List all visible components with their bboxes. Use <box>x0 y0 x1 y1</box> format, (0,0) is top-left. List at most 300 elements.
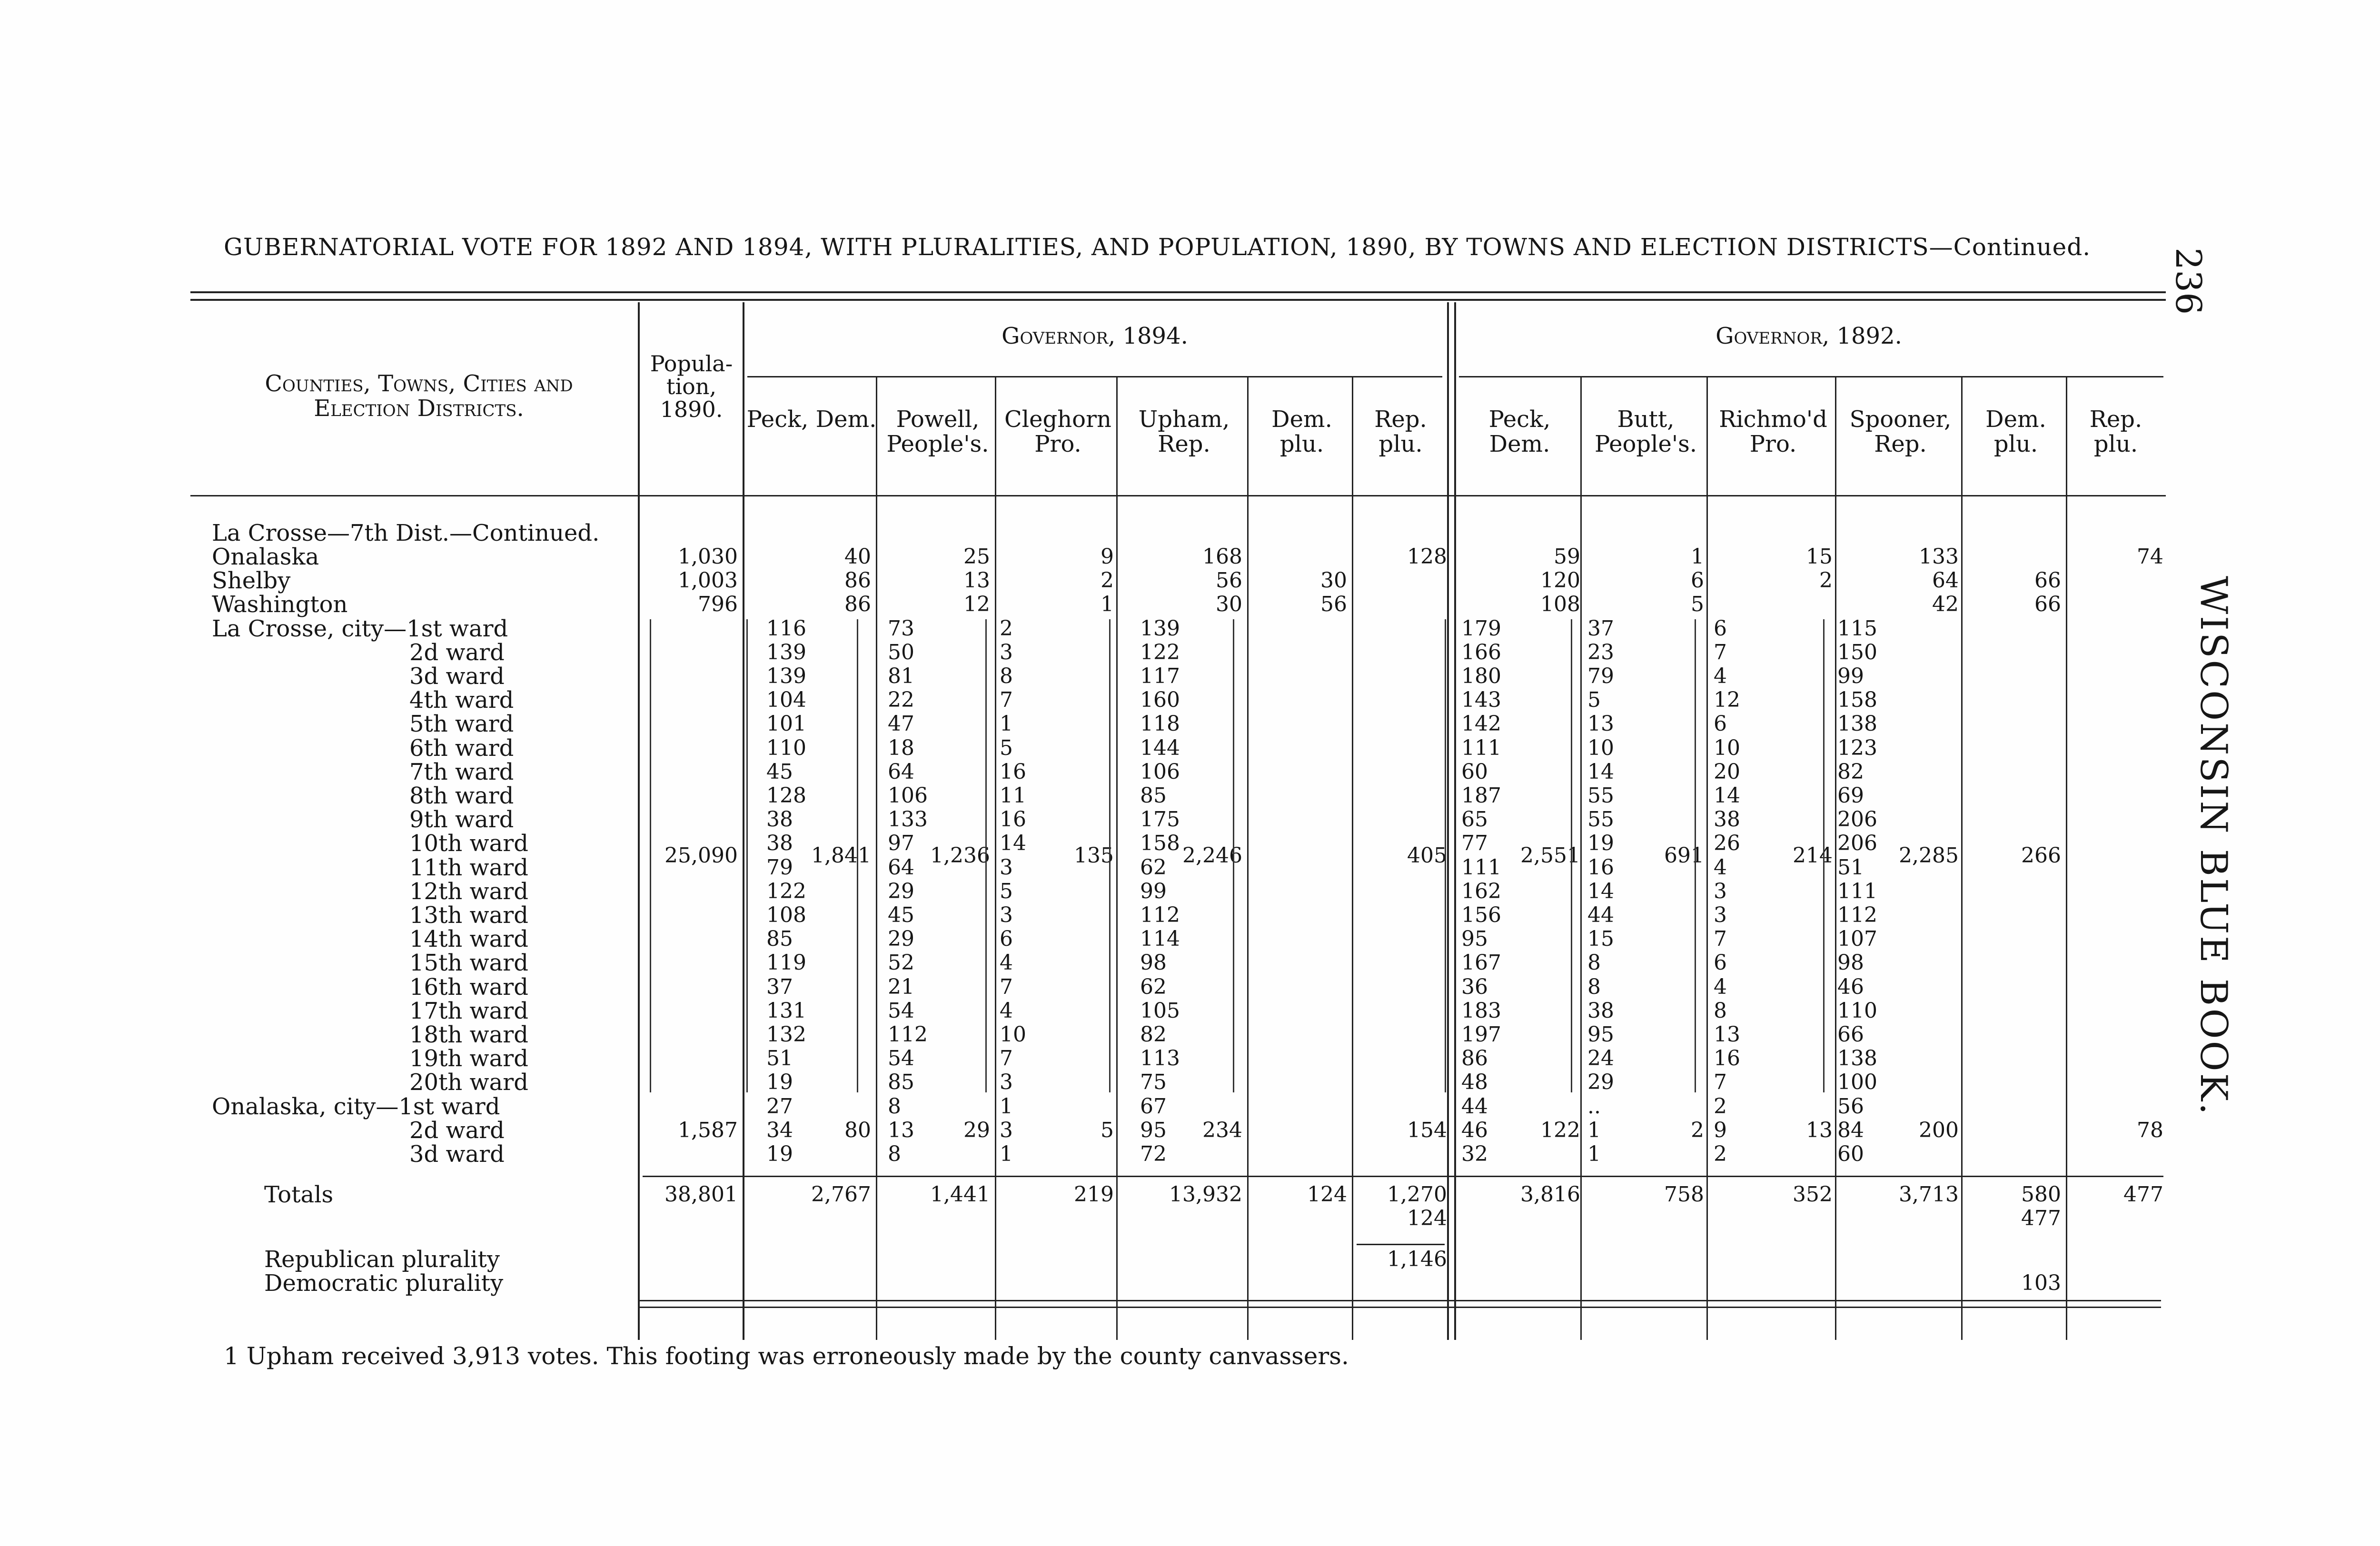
ward-cell: 6 <box>1714 951 1727 975</box>
ward-cell: 34 <box>766 1118 793 1142</box>
ward-cell: 8 <box>888 1094 901 1119</box>
table-cell: 266 <box>2021 843 2061 868</box>
ward-cell: 7 <box>1714 927 1727 951</box>
row-label: Democratic plurality <box>264 1269 504 1297</box>
ward-cell: 60 <box>1461 759 1488 784</box>
ward-cell: 179 <box>1461 616 1501 641</box>
ward-cell: 37 <box>1587 616 1614 641</box>
group-brace <box>1695 619 1696 1092</box>
ward-cell: 3 <box>1714 903 1727 927</box>
table-cell: 2 <box>1691 1118 1704 1142</box>
table-cell: 3,816 <box>1520 1182 1580 1207</box>
ward-cell: 15 <box>1587 927 1614 951</box>
ward-cell: 55 <box>1587 807 1614 832</box>
header-col-1892: Rep. plu. <box>2089 406 2142 457</box>
group-brace <box>1571 619 1572 1092</box>
header-col-1894: Upham, Rep. <box>1138 406 1230 457</box>
ward-cell: 21 <box>888 974 914 999</box>
ward-cell: 79 <box>1587 664 1614 688</box>
ward-cell: 8 <box>1714 998 1727 1023</box>
header-gov1894: Governor, 1894. <box>1002 323 1188 349</box>
ward-cell: 139 <box>766 664 806 688</box>
ward-cell: .. <box>1587 1094 1601 1119</box>
ward-cell: 167 <box>1461 951 1501 975</box>
ward-cell: 156 <box>1461 903 1501 927</box>
ward-cell: 13 <box>888 1118 914 1142</box>
ward-cell: 85 <box>766 927 793 951</box>
group-brace <box>1109 619 1111 1092</box>
ward-cell: 183 <box>1461 998 1501 1023</box>
ward-cell: 111 <box>1461 855 1501 880</box>
table-cell: 74 <box>2137 545 2163 569</box>
row-label: 14th ward <box>409 926 528 953</box>
ward-cell: 206 <box>1837 807 1877 832</box>
column-rule <box>743 302 744 1340</box>
ward-cell: 5 <box>1000 735 1013 760</box>
ward-cell: 142 <box>1461 712 1501 736</box>
table-cell: 5 <box>1691 592 1704 617</box>
header-counties: Counties, Towns, Cities and Election Districts. <box>265 370 573 422</box>
ward-cell: 8 <box>1587 974 1601 999</box>
header-rule <box>1459 376 2163 377</box>
ward-cell: 62 <box>1140 855 1167 880</box>
table-cell: 80 <box>844 1118 871 1142</box>
ward-cell: 10 <box>1714 735 1740 760</box>
ward-cell: 10 <box>1587 735 1614 760</box>
ward-cell: 111 <box>1837 879 1877 903</box>
ward-cell: 47 <box>888 712 914 736</box>
population-cell: 25,090 <box>664 843 738 868</box>
ward-cell: 95 <box>1140 1118 1167 1142</box>
row-label: Washington <box>212 591 348 618</box>
ward-cell: 24 <box>1587 1046 1614 1071</box>
ward-cell: 6 <box>1000 927 1013 951</box>
table-cell: 13 <box>1806 1118 1833 1142</box>
ward-cell: 197 <box>1461 1022 1501 1047</box>
ward-cell: 3 <box>1000 1070 1013 1095</box>
table-cell: 12 <box>963 592 990 617</box>
ward-cell: 4 <box>1714 974 1727 999</box>
ward-cell: 85 <box>1140 783 1167 808</box>
header-gov1892: Governor, 1892. <box>1716 323 1902 349</box>
ward-cell: 54 <box>888 1046 914 1071</box>
row-label: 6th ward <box>409 734 514 762</box>
column-rule <box>1116 376 1118 1340</box>
group-brace <box>857 619 858 1092</box>
ward-cell: 118 <box>1140 712 1180 736</box>
ward-cell: 32 <box>1461 1142 1488 1166</box>
header-col-1894: Rep. plu. <box>1374 406 1427 457</box>
ward-cell: 44 <box>1461 1094 1488 1119</box>
row-label: Shelby <box>212 567 291 595</box>
table-cell: 580 <box>2021 1182 2061 1207</box>
ward-cell: 123 <box>1837 735 1877 760</box>
ward-cell: 16 <box>1714 1046 1740 1071</box>
table-cell: 3,713 <box>1899 1182 1959 1207</box>
ward-cell: 2 <box>1000 616 1013 641</box>
ward-cell: 139 <box>1140 616 1180 641</box>
ward-cell: 108 <box>766 903 806 927</box>
row-label: 4th ward <box>409 687 514 714</box>
ward-cell: 86 <box>1461 1046 1488 1071</box>
bottom-rule <box>638 1307 2161 1308</box>
footnote: 1 Upham received 3,913 votes. This footing was erroneously made by the county canvassers. <box>224 1342 1349 1370</box>
header-col-1892: Dem. plu. <box>1985 406 2046 457</box>
ward-cell: 56 <box>1837 1094 1864 1119</box>
table-cell: 133 <box>1919 545 1959 569</box>
population-cell: 38,801 <box>664 1182 738 1207</box>
ward-cell: 7 <box>1000 1046 1013 1071</box>
ward-cell: 1 <box>1000 1142 1013 1166</box>
ward-cell: 110 <box>766 735 806 760</box>
table-cell: 13,932 <box>1169 1182 1242 1207</box>
ward-cell: 101 <box>766 712 806 736</box>
table-cell: 1,236 <box>930 843 990 868</box>
table-cell: 691 <box>1664 843 1704 868</box>
ward-cell: 7 <box>1000 688 1013 713</box>
table-cell: 15 <box>1806 545 1833 569</box>
ward-cell: 16 <box>1000 807 1026 832</box>
row-label: 5th ward <box>409 711 514 738</box>
ward-cell: 104 <box>766 688 806 713</box>
table-cell: 78 <box>2137 1118 2163 1142</box>
ward-cell: 138 <box>1837 1046 1877 1071</box>
row-label: La Crosse, city—1st ward <box>212 615 508 642</box>
ward-cell: 133 <box>888 807 928 832</box>
row-label: 8th ward <box>409 783 514 809</box>
ward-cell: 85 <box>888 1070 914 1095</box>
ward-cell: 81 <box>888 664 914 688</box>
ward-cell: 115 <box>1837 616 1877 641</box>
ward-cell: 150 <box>1837 640 1877 664</box>
ward-cell: 180 <box>1461 664 1501 688</box>
ward-cell: 29 <box>888 879 914 903</box>
ward-cell: 79 <box>766 855 793 880</box>
table-cell: 405 <box>1407 843 1447 868</box>
ward-cell: 13 <box>1714 1022 1740 1047</box>
ward-cell: 162 <box>1461 879 1501 903</box>
column-rule <box>1580 376 1582 1340</box>
section-title: La Crosse—7th Dist.—Continued. <box>212 520 600 546</box>
side-title-text: WISCONSIN BLUE BOOK. <box>2192 576 2235 1117</box>
table-cell: 29 <box>963 1118 990 1142</box>
ward-cell: 29 <box>888 927 914 951</box>
table-cell: 200 <box>1919 1118 1959 1142</box>
ward-cell: 114 <box>1140 927 1180 951</box>
header-col-1892: Peck, Dem. <box>1488 406 1551 457</box>
column-rule <box>1454 302 1456 1340</box>
header-bottom-rule <box>190 495 2166 496</box>
table-cell: 2,767 <box>811 1182 871 1207</box>
table-cell: 1,146 <box>1387 1247 1447 1271</box>
table-cell: 108 <box>1540 592 1580 617</box>
ward-cell: 116 <box>766 616 806 641</box>
ward-cell: 95 <box>1461 927 1488 951</box>
row-label: Republican plurality <box>264 1246 500 1273</box>
ward-cell: 139 <box>766 640 806 664</box>
table-cell: 120 <box>1540 568 1580 593</box>
table-cell: 2 <box>1819 568 1833 593</box>
ward-cell: 111 <box>1461 735 1501 760</box>
ward-cell: 26 <box>1714 831 1740 856</box>
table-cell: 2,246 <box>1182 843 1242 868</box>
ward-cell: 3 <box>1000 640 1013 664</box>
table-cell: 135 <box>1074 843 1114 868</box>
row-label: Onalaska <box>212 544 319 570</box>
table-cell: 219 <box>1074 1182 1114 1207</box>
population-cell: 796 <box>698 592 738 617</box>
population-cell: 1,587 <box>678 1118 738 1142</box>
ward-cell: 158 <box>1140 831 1180 856</box>
row-label: Onalaska, city—1st ward <box>212 1093 500 1120</box>
row-label: 11th ward <box>409 854 528 881</box>
row-label: 7th ward <box>409 758 514 785</box>
row-label: 9th ward <box>409 806 514 833</box>
ward-cell: 131 <box>766 998 806 1023</box>
ward-cell: 187 <box>1461 783 1501 808</box>
ward-cell: 7 <box>1714 1070 1727 1095</box>
ward-cell: 82 <box>1140 1022 1167 1047</box>
ward-cell: 50 <box>888 640 914 664</box>
header-col-1894: Dem. plu. <box>1271 406 1332 457</box>
header-col-1894: Cleghorn Pro. <box>1004 406 1111 457</box>
ward-cell: 175 <box>1140 807 1180 832</box>
table-cell: 1,841 <box>811 843 871 868</box>
column-rule <box>1835 376 1836 1340</box>
table-cell: 214 <box>1793 843 1833 868</box>
table-cell: 1,270 <box>1387 1182 1447 1207</box>
row-label: 18th ward <box>409 1021 528 1048</box>
ward-cell: 3 <box>1714 879 1727 903</box>
ward-cell: 4 <box>1714 855 1727 880</box>
bottom-rule <box>638 1300 2161 1301</box>
row-label: Totals <box>264 1181 334 1209</box>
ward-cell: 14 <box>1587 879 1614 903</box>
table-cell: 128 <box>1407 545 1447 569</box>
group-brace <box>985 619 987 1092</box>
ward-cell: 11 <box>1000 783 1026 808</box>
group-brace <box>746 619 748 1092</box>
ward-cell: 38 <box>1714 807 1740 832</box>
ward-cell: 4 <box>1714 664 1727 688</box>
table-cell: 56 <box>1320 592 1347 617</box>
table-cell: 124 <box>1407 1206 1447 1231</box>
ward-cell: 16 <box>1000 759 1026 784</box>
ward-cell: 36 <box>1461 974 1488 999</box>
ward-cell: 14 <box>1000 831 1026 856</box>
table-cell: 40 <box>844 545 871 569</box>
group-brace <box>1823 619 1825 1092</box>
ward-cell: 22 <box>888 688 914 713</box>
ward-cell: 1 <box>1000 712 1013 736</box>
table-cell: 59 <box>1554 545 1580 569</box>
ward-cell: 106 <box>1140 759 1180 784</box>
table-cell: 154 <box>1407 1118 1447 1142</box>
table-cell: 124 <box>1307 1182 1347 1207</box>
ward-cell: 4 <box>1000 951 1013 975</box>
ward-cell: 9 <box>1714 1118 1727 1142</box>
ward-cell: 48 <box>1461 1070 1488 1095</box>
ward-cell: 52 <box>888 951 914 975</box>
ward-cell: 112 <box>1140 903 1180 927</box>
ward-cell: 138 <box>1837 712 1877 736</box>
ward-cell: 5 <box>1587 688 1601 713</box>
table-cell: 25 <box>963 545 990 569</box>
table-cell: 477 <box>2123 1182 2163 1207</box>
side-title <box>2192 576 2263 1117</box>
table-cell: 1 <box>1101 592 1114 617</box>
row-label: 3d ward <box>409 1141 505 1168</box>
ward-cell: 166 <box>1461 640 1501 664</box>
population-cell: 1,003 <box>678 568 738 593</box>
ward-cell: 19 <box>766 1070 793 1095</box>
table-cell: 13 <box>963 568 990 593</box>
ward-cell: 206 <box>1837 831 1877 856</box>
header-population: Popula-tion, 1890. <box>650 351 733 422</box>
ward-cell: 119 <box>766 951 806 975</box>
table-cell: 42 <box>1932 592 1959 617</box>
ward-cell: 54 <box>888 998 914 1023</box>
ward-cell: 64 <box>888 855 914 880</box>
ward-cell: 4 <box>1000 998 1013 1023</box>
table-cell: 168 <box>1202 545 1242 569</box>
ward-cell: 99 <box>1140 879 1167 903</box>
ward-cell: 8 <box>888 1142 901 1166</box>
ward-cell: 16 <box>1587 855 1614 880</box>
ward-cell: 38 <box>766 831 793 856</box>
ward-cell: 98 <box>1140 951 1167 975</box>
row-label: 10th ward <box>409 830 528 857</box>
ward-cell: 65 <box>1461 807 1488 832</box>
ward-cell: 105 <box>1140 998 1180 1023</box>
table-cell: 86 <box>844 592 871 617</box>
header-col-1892: Spooner, Rep. <box>1849 406 1952 457</box>
ward-cell: 95 <box>1587 1022 1614 1047</box>
table-cell: 2,551 <box>1520 843 1580 868</box>
ward-cell: 8 <box>1000 664 1013 688</box>
ward-cell: 27 <box>766 1094 793 1119</box>
ward-cell: 7 <box>1714 640 1727 664</box>
ward-cell: 46 <box>1461 1118 1488 1142</box>
table-cell: 234 <box>1202 1118 1242 1142</box>
ward-cell: 12 <box>1714 688 1740 713</box>
table-cell: 6 <box>1691 568 1704 593</box>
ward-cell: 8 <box>1587 951 1601 975</box>
ward-cell: 67 <box>1140 1094 1167 1119</box>
ward-cell: 100 <box>1837 1070 1877 1095</box>
ward-cell: 60 <box>1837 1142 1864 1166</box>
header-col-1892: Butt, People's. <box>1594 406 1697 457</box>
row-label: 16th ward <box>409 973 528 1001</box>
ward-cell: 2 <box>1714 1094 1727 1119</box>
top-rule <box>190 299 2166 301</box>
row-label: 2d ward <box>409 639 505 666</box>
ward-cell: 37 <box>766 974 793 999</box>
ward-cell: 1 <box>1000 1094 1013 1119</box>
ward-cell: 122 <box>766 879 806 903</box>
totals-rule <box>643 1176 2163 1177</box>
row-label: 19th ward <box>409 1045 528 1072</box>
ward-cell: 3 <box>1000 855 1013 880</box>
ward-cell: 19 <box>766 1142 793 1166</box>
ward-cell: 75 <box>1140 1070 1167 1095</box>
ward-cell: 62 <box>1140 974 1167 999</box>
header-col-1894: Powell, People's. <box>886 406 989 457</box>
ward-cell: 45 <box>888 903 914 927</box>
row-label: 12th ward <box>409 878 528 905</box>
row-label: 2d ward <box>409 1117 505 1144</box>
plurality-rule <box>1357 1244 1445 1245</box>
table-cell: 66 <box>2034 592 2061 617</box>
ward-cell: 5 <box>1000 879 1013 903</box>
table-cell: 1,441 <box>930 1182 990 1207</box>
table-cell: 2 <box>1101 568 1114 593</box>
header-col-1892: Richmo'd Pro. <box>1719 406 1827 457</box>
ward-cell: 112 <box>888 1022 928 1047</box>
ward-cell: 98 <box>1837 951 1864 975</box>
row-label: 15th ward <box>409 950 528 977</box>
ward-cell: 72 <box>1140 1142 1167 1166</box>
ward-cell: 160 <box>1140 688 1180 713</box>
ward-cell: 19 <box>1587 831 1614 856</box>
row-label: 3d ward <box>409 663 505 690</box>
ward-cell: 20 <box>1714 759 1740 784</box>
header-rule <box>747 376 1442 377</box>
table-cell: 103 <box>2021 1270 2061 1295</box>
ward-cell: 66 <box>1837 1022 1864 1047</box>
ward-cell: 112 <box>1837 903 1877 927</box>
ward-cell: 29 <box>1587 1070 1614 1095</box>
ward-cell: 132 <box>766 1022 806 1047</box>
group-brace <box>1445 619 1446 1092</box>
table-cell: 64 <box>1932 568 1959 593</box>
table-cell: 758 <box>1664 1182 1704 1207</box>
ward-cell: 73 <box>888 616 914 641</box>
ward-cell: 7 <box>1000 974 1013 999</box>
table-cell: 66 <box>2034 568 2061 593</box>
group-brace <box>650 619 651 1092</box>
ward-cell: 3 <box>1000 1118 1013 1142</box>
ward-cell: 10 <box>1000 1022 1026 1047</box>
ward-cell: 117 <box>1140 664 1180 688</box>
table-cell: 86 <box>844 568 871 593</box>
ward-cell: 144 <box>1140 735 1180 760</box>
ward-cell: 158 <box>1837 688 1877 713</box>
table-cell: 5 <box>1101 1118 1114 1142</box>
ward-cell: 107 <box>1837 927 1877 951</box>
ward-cell: 110 <box>1837 998 1877 1023</box>
ward-cell: 143 <box>1461 688 1501 713</box>
table-cell: 30 <box>1216 592 1242 617</box>
ward-cell: 3 <box>1000 903 1013 927</box>
ward-cell: 97 <box>888 831 914 856</box>
ward-cell: 45 <box>766 759 793 784</box>
top-rule <box>190 291 2166 293</box>
table-cell: 352 <box>1793 1182 1833 1207</box>
table-cell: 477 <box>2021 1206 2061 1231</box>
column-rule <box>1706 376 1708 1340</box>
page-title: GUBERNATORIAL VOTE FOR 1892 AND 1894, WITH PLURALITIES, AND POPULATION, 1890, BY TOWNS AND ELECTION DISTRICTS—Continued. <box>224 233 2091 261</box>
ward-cell: 46 <box>1837 974 1864 999</box>
ward-cell: 77 <box>1461 831 1488 856</box>
ward-cell: 64 <box>888 759 914 784</box>
table-cell: 122 <box>1540 1118 1580 1142</box>
row-label: 20th ward <box>409 1069 528 1096</box>
ward-cell: 23 <box>1587 640 1614 664</box>
ward-cell: 113 <box>1140 1046 1180 1071</box>
table-cell: 1 <box>1691 545 1704 569</box>
ward-cell: 13 <box>1587 712 1614 736</box>
